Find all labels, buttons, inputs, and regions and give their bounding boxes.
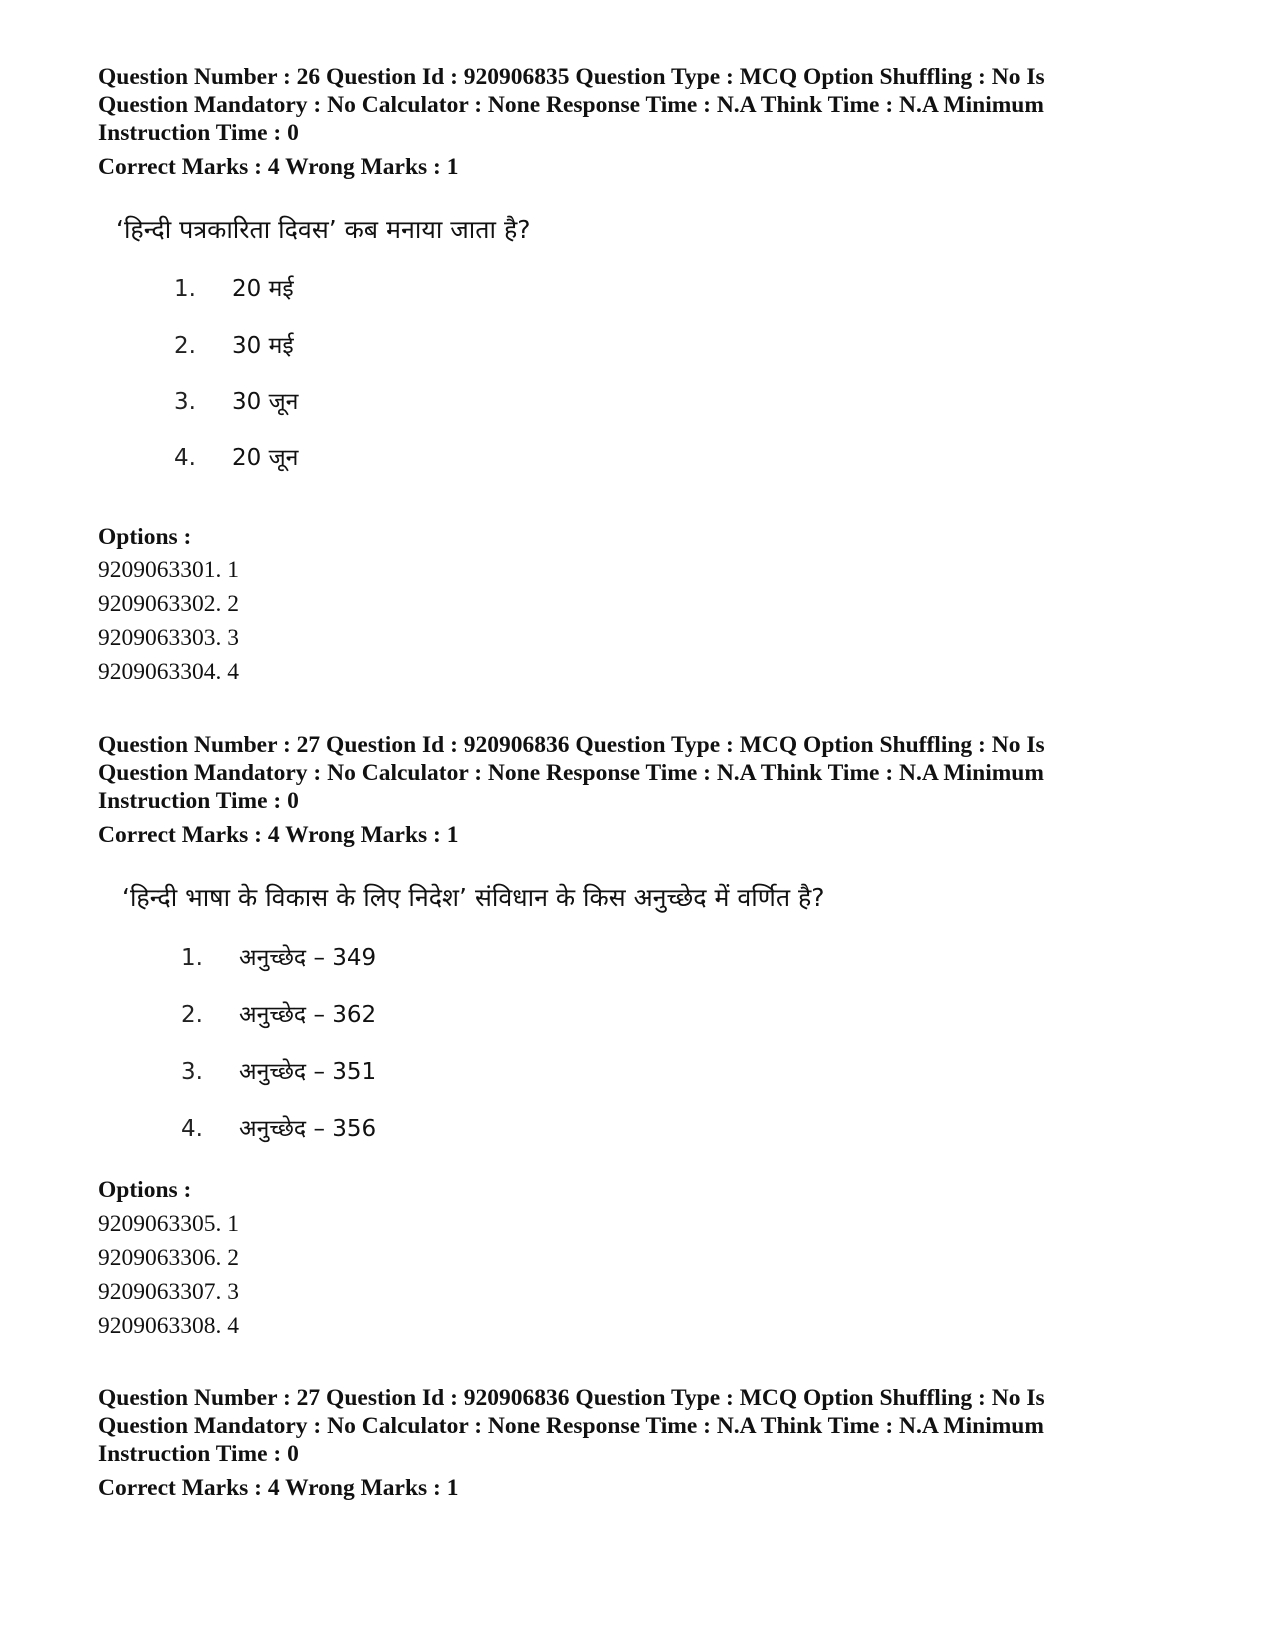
question-meta-line: Question Number : 27 Question Id : 920906836 Question Type : MCQ Option Shuffling : No Is (98, 732, 1045, 758)
option-id: 9209063301. 1 (98, 557, 239, 583)
question-meta-line: Question Mandatory : No Calculator : None Response Time : N.A Think Time : N.A Minimum (98, 1413, 1044, 1439)
question-meta-line: Question Number : 27 Question Id : 920906836 Question Type : MCQ Option Shuffling : No Is (98, 1385, 1045, 1411)
choice-text: अनुच्छेद – 351 (239, 1059, 377, 1085)
answer-choice (181, 941, 376, 975)
option-id: 9209063307. 3 (98, 1279, 239, 1305)
options-title: Options : (98, 1177, 192, 1203)
question-text: ‘हिन्दी पत्रकारिता दिवस’ कब मनाया जाता है? (116, 215, 531, 244)
marks-line: Correct Marks : 4 Wrong Marks : 1 (98, 1475, 459, 1501)
answer-choice (174, 385, 298, 419)
question-meta-line: Instruction Time : 0 (98, 120, 299, 146)
question-meta-line: Instruction Time : 0 (98, 1441, 299, 1467)
answer-choice (181, 1055, 376, 1089)
answer-choice (174, 329, 294, 363)
choice-text: अनुच्छेद – 356 (239, 1116, 377, 1142)
choice-text: 20 जून (232, 445, 299, 471)
question-header (98, 1384, 1188, 1502)
options-title: Options : (98, 524, 192, 550)
answer-choice (181, 1112, 376, 1146)
choice-number: 1. (174, 276, 196, 302)
question-header (98, 63, 1188, 181)
option-id: 9209063303. 3 (98, 625, 239, 651)
question-meta-line: Question Number : 26 Question Id : 920906835 Question Type : MCQ Option Shuffling : No Is (98, 64, 1045, 90)
answer-choice (181, 998, 376, 1032)
choice-text: 30 जून (232, 389, 299, 415)
question-meta-line: Instruction Time : 0 (98, 788, 299, 814)
question-meta-line: Question Mandatory : No Calculator : None Response Time : N.A Think Time : N.A Minimum (98, 760, 1044, 786)
choice-number: 1. (181, 945, 203, 971)
answer-choice (174, 441, 298, 475)
choice-text: अनुच्छेद – 362 (239, 1002, 377, 1028)
marks-line: Correct Marks : 4 Wrong Marks : 1 (98, 154, 459, 180)
choice-number: 3. (181, 1059, 203, 1085)
choice-number: 3. (174, 389, 196, 415)
choice-number: 4. (174, 445, 196, 471)
answer-choice (174, 272, 294, 306)
question-meta-line: Question Mandatory : No Calculator : None Response Time : N.A Think Time : N.A Minimum (98, 92, 1044, 118)
question-text: ‘हिन्दी भाषा के विकास के लिए निदेश’ संविधान के किस अनुच्छेद में वर्णित है? (122, 883, 825, 912)
choice-number: 2. (174, 333, 196, 359)
option-id: 9209063306. 2 (98, 1245, 239, 1271)
choice-number: 2. (181, 1002, 203, 1028)
choice-text: 20 मई (232, 276, 294, 302)
option-id: 9209063308. 4 (98, 1313, 239, 1339)
choice-number: 4. (181, 1116, 203, 1142)
option-id: 9209063305. 1 (98, 1211, 239, 1237)
option-id: 9209063304. 4 (98, 659, 239, 685)
question-header (98, 731, 1188, 849)
choice-text: 30 मई (232, 333, 294, 359)
option-id: 9209063302. 2 (98, 591, 239, 617)
marks-line: Correct Marks : 4 Wrong Marks : 1 (98, 822, 459, 848)
choice-text: अनुच्छेद – 349 (239, 945, 377, 971)
